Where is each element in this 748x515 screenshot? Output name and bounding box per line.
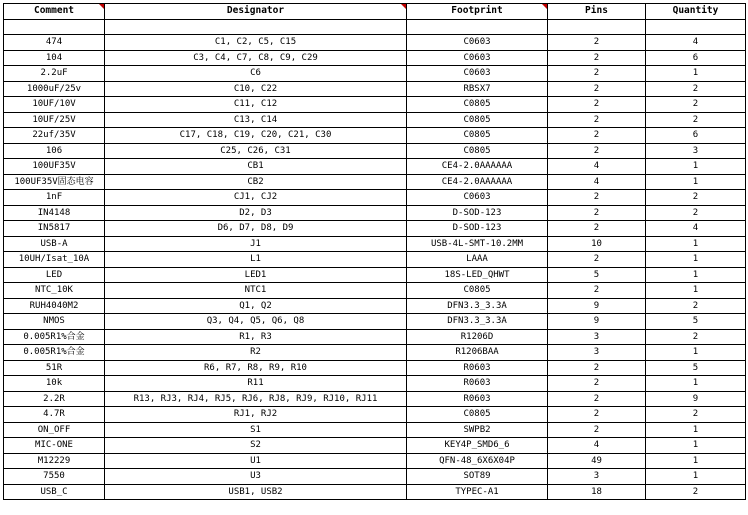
- table-row: [4, 267, 746, 283]
- table-row: [4, 190, 746, 206]
- cell-footprint[interactable]: C0805: [407, 97, 548, 113]
- cell-pins[interactable]: 2: [548, 205, 646, 221]
- header-quantity[interactable]: Quantity: [646, 4, 746, 20]
- cell-designator[interactable]: Q3, Q4, Q5, Q6, Q8: [105, 314, 407, 330]
- cell-pins[interactable]: 2: [548, 252, 646, 268]
- cell-designator[interactable]: U1: [105, 453, 407, 469]
- cell-comment[interactable]: 51R: [4, 360, 105, 376]
- cell-designator[interactable]: C25, C26, C31: [105, 143, 407, 159]
- cell-quantity[interactable]: 1: [646, 469, 746, 485]
- cell-quantity[interactable]: 1: [646, 252, 746, 268]
- cell-footprint[interactable]: D-SOD-123: [407, 205, 548, 221]
- cell-quantity[interactable]: 2: [646, 97, 746, 113]
- table-row: [4, 97, 746, 113]
- cell-comment[interactable]: RUH4040M2: [4, 298, 105, 314]
- cell-designator[interactable]: RJ1, RJ2: [105, 407, 407, 423]
- cell-quantity[interactable]: 6: [646, 128, 746, 144]
- table-cell[interactable]: [4, 19, 105, 35]
- cell-pins[interactable]: 2: [548, 66, 646, 82]
- table-row: [4, 283, 746, 299]
- cell-pins[interactable]: 49: [548, 453, 646, 469]
- table-row: [4, 407, 746, 423]
- cell-pins[interactable]: 3: [548, 469, 646, 485]
- cell-comment[interactable]: 0.005R1%合金: [4, 345, 105, 361]
- cell-comment[interactable]: 4.7R: [4, 407, 105, 423]
- cell-footprint[interactable]: SOT89: [407, 469, 548, 485]
- cell-designator[interactable]: U3: [105, 469, 407, 485]
- table-row: [4, 314, 746, 330]
- table-cell[interactable]: [407, 19, 548, 35]
- cell-quantity[interactable]: 5: [646, 314, 746, 330]
- cell-footprint[interactable]: R0603: [407, 360, 548, 376]
- table-row: [4, 391, 746, 407]
- cell-footprint[interactable]: C0603: [407, 190, 548, 206]
- table-row: [4, 236, 746, 252]
- cell-comment[interactable]: NMOS: [4, 314, 105, 330]
- cell-quantity[interactable]: 3: [646, 143, 746, 159]
- cell-pins[interactable]: 2: [548, 376, 646, 392]
- cell-quantity[interactable]: 5: [646, 360, 746, 376]
- cell-pins[interactable]: 2: [548, 407, 646, 423]
- cell-designator[interactable]: J1: [105, 236, 407, 252]
- cell-comment[interactable]: 106: [4, 143, 105, 159]
- table-row: [4, 221, 746, 237]
- cell-quantity[interactable]: 4: [646, 221, 746, 237]
- cell-comment[interactable]: IN4148: [4, 205, 105, 221]
- table-row: [4, 252, 746, 268]
- cell-comment[interactable]: 100UF35V: [4, 159, 105, 175]
- cell-designator[interactable]: D2, D3: [105, 205, 407, 221]
- cell-footprint[interactable]: R1206D: [407, 329, 548, 345]
- comment-marker: [401, 4, 406, 9]
- header-comment[interactable]: Comment: [4, 4, 105, 20]
- table-row: [4, 469, 746, 485]
- cell-quantity[interactable]: 1: [646, 283, 746, 299]
- cell-footprint[interactable]: C0603: [407, 35, 548, 51]
- cell-pins[interactable]: 5: [548, 267, 646, 283]
- cell-footprint[interactable]: CE4-2.0AAAAAA: [407, 174, 548, 190]
- cell-designator[interactable]: LED1: [105, 267, 407, 283]
- cell-quantity[interactable]: 1: [646, 422, 746, 438]
- cell-footprint[interactable]: RBSX7: [407, 81, 548, 97]
- cell-comment[interactable]: 474: [4, 35, 105, 51]
- cell-comment[interactable]: 1nF: [4, 190, 105, 206]
- cell-designator[interactable]: Q1, Q2: [105, 298, 407, 314]
- cell-footprint[interactable]: DFN3.3_3.3A: [407, 314, 548, 330]
- cell-footprint[interactable]: R0603: [407, 376, 548, 392]
- table-row: [4, 112, 746, 128]
- cell-footprint[interactable]: C0805: [407, 407, 548, 423]
- cell-pins[interactable]: 9: [548, 314, 646, 330]
- header-pins[interactable]: Pins: [548, 4, 646, 20]
- cell-pins[interactable]: 2: [548, 35, 646, 51]
- cell-comment[interactable]: 7550: [4, 469, 105, 485]
- cell-quantity[interactable]: 4: [646, 35, 746, 51]
- cell-designator[interactable]: USB1, USB2: [105, 484, 407, 500]
- cell-designator[interactable]: C3, C4, C7, C8, C9, C29: [105, 50, 407, 66]
- table-row: [4, 66, 746, 82]
- cell-comment[interactable]: 100UF35V固态电容: [4, 174, 105, 190]
- cell-comment[interactable]: 2.2uF: [4, 66, 105, 82]
- cell-pins[interactable]: 2: [548, 128, 646, 144]
- table-row: [4, 360, 746, 376]
- bom-body: [4, 19, 746, 500]
- cell-pins[interactable]: 2: [548, 422, 646, 438]
- cell-designator[interactable]: C10, C22: [105, 81, 407, 97]
- cell-footprint[interactable]: C0805: [407, 283, 548, 299]
- cell-pins[interactable]: 2: [548, 143, 646, 159]
- cell-pins[interactable]: 4: [548, 159, 646, 175]
- cell-footprint[interactable]: C0805: [407, 128, 548, 144]
- table-cell[interactable]: [105, 19, 407, 35]
- cell-pins[interactable]: 18: [548, 484, 646, 500]
- cell-footprint[interactable]: USB-4L-SMT-10.2MM: [407, 236, 548, 252]
- table-row: [4, 376, 746, 392]
- cell-pins[interactable]: 2: [548, 190, 646, 206]
- bom-sheet: [3, 3, 745, 500]
- cell-quantity[interactable]: 1: [646, 438, 746, 454]
- header-footprint[interactable]: Footprint: [407, 4, 548, 20]
- cell-designator[interactable]: C1, C2, C5, C15: [105, 35, 407, 51]
- cell-footprint[interactable]: R1206BAA: [407, 345, 548, 361]
- cell-footprint[interactable]: C0603: [407, 50, 548, 66]
- cell-pins[interactable]: 2: [548, 391, 646, 407]
- cell-pins[interactable]: 2: [548, 283, 646, 299]
- table-row: [4, 453, 746, 469]
- cell-designator[interactable]: S1: [105, 422, 407, 438]
- cell-quantity[interactable]: 2: [646, 112, 746, 128]
- comment-marker: [542, 4, 547, 9]
- cell-quantity[interactable]: 1: [646, 236, 746, 252]
- cell-comment[interactable]: 10UF/25V: [4, 112, 105, 128]
- cell-footprint[interactable]: C0603: [407, 66, 548, 82]
- cell-comment[interactable]: 104: [4, 50, 105, 66]
- table-row: [4, 50, 746, 66]
- cell-quantity[interactable]: 2: [646, 81, 746, 97]
- cell-pins[interactable]: 2: [548, 50, 646, 66]
- table-row: [4, 205, 746, 221]
- cell-designator[interactable]: C13, C14: [105, 112, 407, 128]
- cell-comment[interactable]: 1000uF/25v: [4, 81, 105, 97]
- cell-designator[interactable]: CJ1, CJ2: [105, 190, 407, 206]
- cell-comment[interactable]: 10UH/Isat_10A: [4, 252, 105, 268]
- cell-comment[interactable]: 0.005R1%合金: [4, 329, 105, 345]
- cell-comment[interactable]: USB_C: [4, 484, 105, 500]
- cell-footprint[interactable]: D-SOD-123: [407, 221, 548, 237]
- cell-designator[interactable]: CB1: [105, 159, 407, 175]
- cell-designator[interactable]: C11, C12: [105, 97, 407, 113]
- cell-comment[interactable]: USB-A: [4, 236, 105, 252]
- cell-comment[interactable]: 22uf/35V: [4, 128, 105, 144]
- cell-pins[interactable]: 2: [548, 360, 646, 376]
- cell-quantity[interactable]: 2: [646, 329, 746, 345]
- cell-designator[interactable]: R2: [105, 345, 407, 361]
- cell-designator[interactable]: C17, C18, C19, C20, C21, C30: [105, 128, 407, 144]
- cell-footprint[interactable]: QFN-48_6X6X04P: [407, 453, 548, 469]
- cell-footprint[interactable]: R0603: [407, 391, 548, 407]
- cell-footprint[interactable]: SWPB2: [407, 422, 548, 438]
- cell-designator[interactable]: NTC1: [105, 283, 407, 299]
- cell-quantity[interactable]: 2: [646, 407, 746, 423]
- cell-footprint[interactable]: C0805: [407, 112, 548, 128]
- cell-quantity[interactable]: 9: [646, 391, 746, 407]
- header-row: [4, 4, 746, 20]
- cell-footprint[interactable]: DFN3.3_3.3A: [407, 298, 548, 314]
- table-row: [4, 345, 746, 361]
- cell-quantity[interactable]: 2: [646, 298, 746, 314]
- cell-pins[interactable]: 2: [548, 112, 646, 128]
- cell-footprint[interactable]: 18S-LED_QHWT: [407, 267, 548, 283]
- table-cell[interactable]: [548, 19, 646, 35]
- cell-quantity[interactable]: 2: [646, 484, 746, 500]
- cell-pins[interactable]: 9: [548, 298, 646, 314]
- table-row: [4, 81, 746, 97]
- cell-designator[interactable]: C6: [105, 66, 407, 82]
- cell-pins[interactable]: 4: [548, 174, 646, 190]
- cell-designator[interactable]: D6, D7, D8, D9: [105, 221, 407, 237]
- cell-pins[interactable]: 3: [548, 345, 646, 361]
- cell-designator[interactable]: R6, R7, R8, R9, R10: [105, 360, 407, 376]
- cell-comment[interactable]: MIC-ONE: [4, 438, 105, 454]
- cell-comment[interactable]: 10k: [4, 376, 105, 392]
- cell-footprint[interactable]: CE4-2.0AAAAAA: [407, 159, 548, 175]
- table-row: [4, 35, 746, 51]
- table-cell[interactable]: [646, 19, 746, 35]
- cell-footprint[interactable]: KEY4P_SMD6_6: [407, 438, 548, 454]
- bom-table: [3, 3, 746, 500]
- cell-quantity[interactable]: 1: [646, 159, 746, 175]
- table-row: [4, 422, 746, 438]
- cell-pins[interactable]: 2: [548, 81, 646, 97]
- table-row: [4, 298, 746, 314]
- cell-designator[interactable]: R13, RJ3, RJ4, RJ5, RJ6, RJ8, RJ9, RJ10, RJ11: [105, 391, 407, 407]
- cell-comment[interactable]: LED: [4, 267, 105, 283]
- cell-quantity[interactable]: 2: [646, 190, 746, 206]
- header-designator[interactable]: Designator: [105, 4, 407, 20]
- blank-row: [4, 19, 746, 35]
- cell-comment[interactable]: 2.2R: [4, 391, 105, 407]
- cell-comment[interactable]: IN5817: [4, 221, 105, 237]
- cell-designator[interactable]: S2: [105, 438, 407, 454]
- cell-quantity[interactable]: 6: [646, 50, 746, 66]
- table-row: [4, 174, 746, 190]
- cell-comment[interactable]: ON_OFF: [4, 422, 105, 438]
- cell-pins[interactable]: 2: [548, 221, 646, 237]
- cell-quantity[interactable]: 1: [646, 267, 746, 283]
- cell-quantity[interactable]: 1: [646, 66, 746, 82]
- cell-comment[interactable]: NTC_10K: [4, 283, 105, 299]
- cell-comment[interactable]: 10UF/10V: [4, 97, 105, 113]
- cell-pins[interactable]: 10: [548, 236, 646, 252]
- table-row: [4, 329, 746, 345]
- cell-comment[interactable]: M12229: [4, 453, 105, 469]
- table-row: [4, 159, 746, 175]
- cell-quantity[interactable]: 1: [646, 376, 746, 392]
- cell-designator[interactable]: CB2: [105, 174, 407, 190]
- comment-marker: [99, 4, 104, 9]
- cell-pins[interactable]: 2: [548, 97, 646, 113]
- table-row: [4, 143, 746, 159]
- cell-pins[interactable]: 3: [548, 329, 646, 345]
- cell-designator[interactable]: R11: [105, 376, 407, 392]
- table-row: [4, 484, 746, 500]
- cell-footprint[interactable]: LAAA: [407, 252, 548, 268]
- table-row: [4, 128, 746, 144]
- table-row: [4, 438, 746, 454]
- cell-quantity[interactable]: 2: [646, 205, 746, 221]
- cell-designator[interactable]: R1, R3: [105, 329, 407, 345]
- cell-quantity[interactable]: 1: [646, 174, 746, 190]
- cell-pins[interactable]: 4: [548, 438, 646, 454]
- cell-footprint[interactable]: C0805: [407, 143, 548, 159]
- cell-quantity[interactable]: 1: [646, 345, 746, 361]
- cell-quantity[interactable]: 1: [646, 453, 746, 469]
- cell-designator[interactable]: L1: [105, 252, 407, 268]
- cell-footprint[interactable]: TYPEC-A1: [407, 484, 548, 500]
